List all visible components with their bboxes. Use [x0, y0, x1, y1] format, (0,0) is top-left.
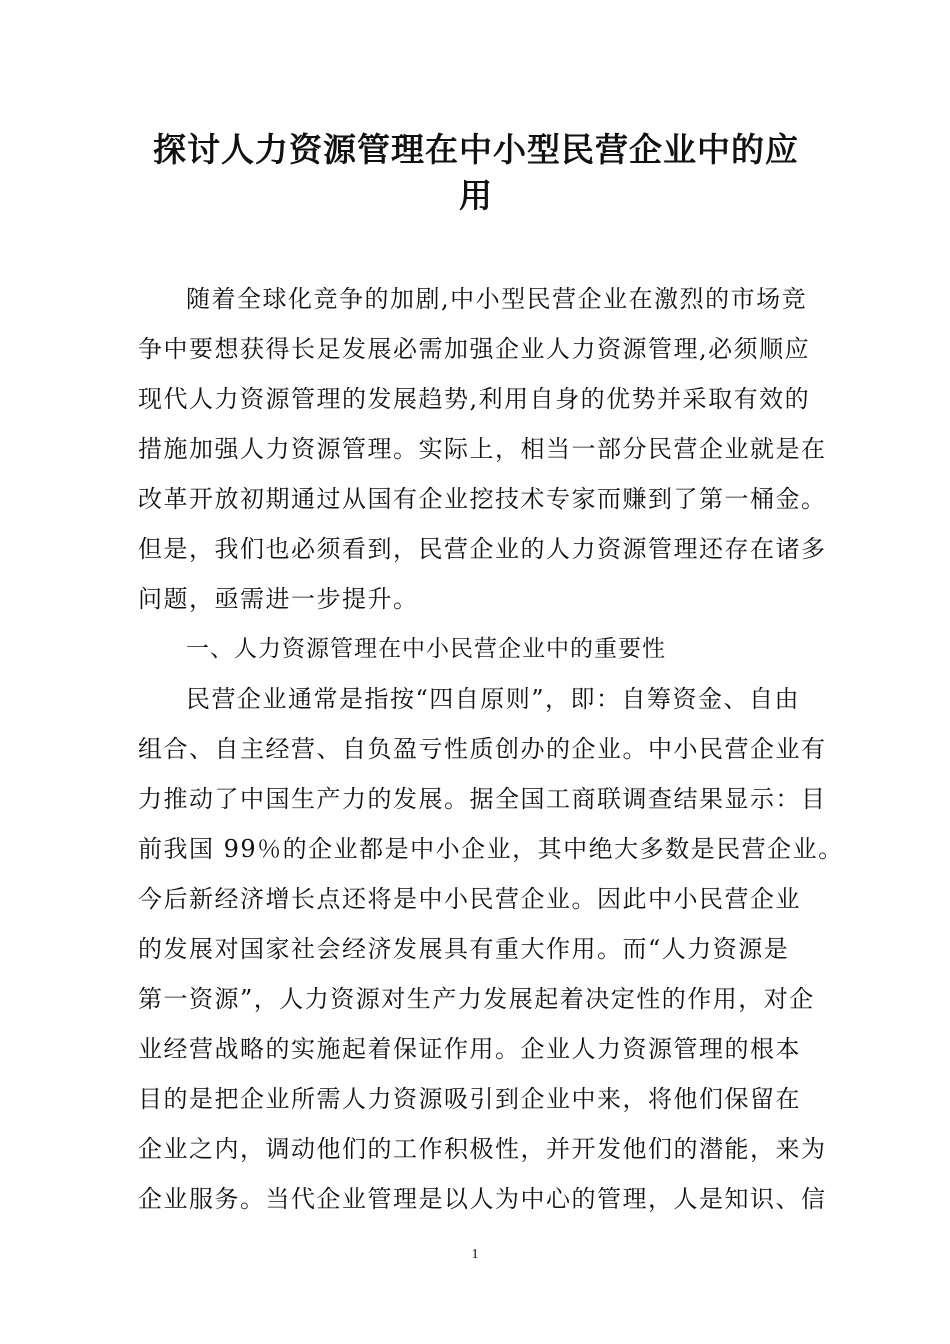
paragraph-1-line-2: 争中要想获得长足发展必需加强企业人力资源管理,必须顺应	[138, 335, 811, 363]
paragraph-1-line-3: 现代人力资源管理的发展趋势,利用自身的优势并采取有效的	[138, 385, 811, 413]
paragraph-1-line-1: 随着全球化竞争的加剧,中小型民营企业在激烈的市场竞	[186, 285, 808, 313]
paragraph-2-line-7: 第一资源”，人力资源对生产力发展起着决定性的作用，对企	[138, 985, 815, 1013]
document-title-line-1: 探讨人力资源管理在中小型民营企业中的应	[153, 130, 799, 169]
paragraph-2-line-9: 目的是把企业所需人力资源吸引到企业中来，将他们保留在	[138, 1085, 801, 1113]
paragraph-2-line-3: 力推动了中国生产力的发展。据全国工商联调查结果显示：目	[138, 785, 827, 813]
paragraph-2-line-1: 民营企业通常是指按“四自原则”，即：自筹资金、自由	[186, 685, 801, 713]
paragraph-1-line-6: 但是，我们也必须看到，民营企业的人力资源管理还存在诸多	[138, 535, 827, 563]
paragraph-2-line-10: 企业之内，调动他们的工作积极性，并开发他们的潜能，来为	[138, 1135, 827, 1163]
paragraph-2-line-6: 的发展对国家社会经济发展具有重大作用。而“人力资源是	[138, 935, 790, 963]
paragraph-1-line-7: 问题，亟需进一步提升。	[138, 585, 419, 613]
section-1-heading: 一、人力资源管理在中小民营企业中的重要性	[186, 636, 666, 662]
paragraph-1-line-5: 改革开放初期通过从国有企业挖技术专家而赚到了第一桶金。	[138, 485, 827, 513]
paragraph-2-line-8: 业经营战略的实施起着保证作用。企业人力资源管理的根本	[138, 1035, 801, 1063]
page-number: 1	[471, 1247, 479, 1262]
paragraph-2-line-2: 组合、自主经营、自负盈亏性质创办的企业。中小民营企业有	[138, 735, 827, 763]
paragraph-2-line-4: 前我国 99％的企业都是中小企业，其中绝大多数是民营企业。	[138, 835, 844, 863]
paragraph-2-line-5: 今后新经济增长点还将是中小民营企业。因此中小民营企业	[138, 885, 801, 913]
document-title-line-2: 用	[459, 176, 493, 215]
paragraph-1-line-4: 措施加强人力资源管理。实际上，相当一部分民营企业就是在	[138, 435, 827, 463]
paragraph-2-line-11: 企业服务。当代企业管理是以人为中心的管理，人是知识、信	[138, 1185, 827, 1213]
